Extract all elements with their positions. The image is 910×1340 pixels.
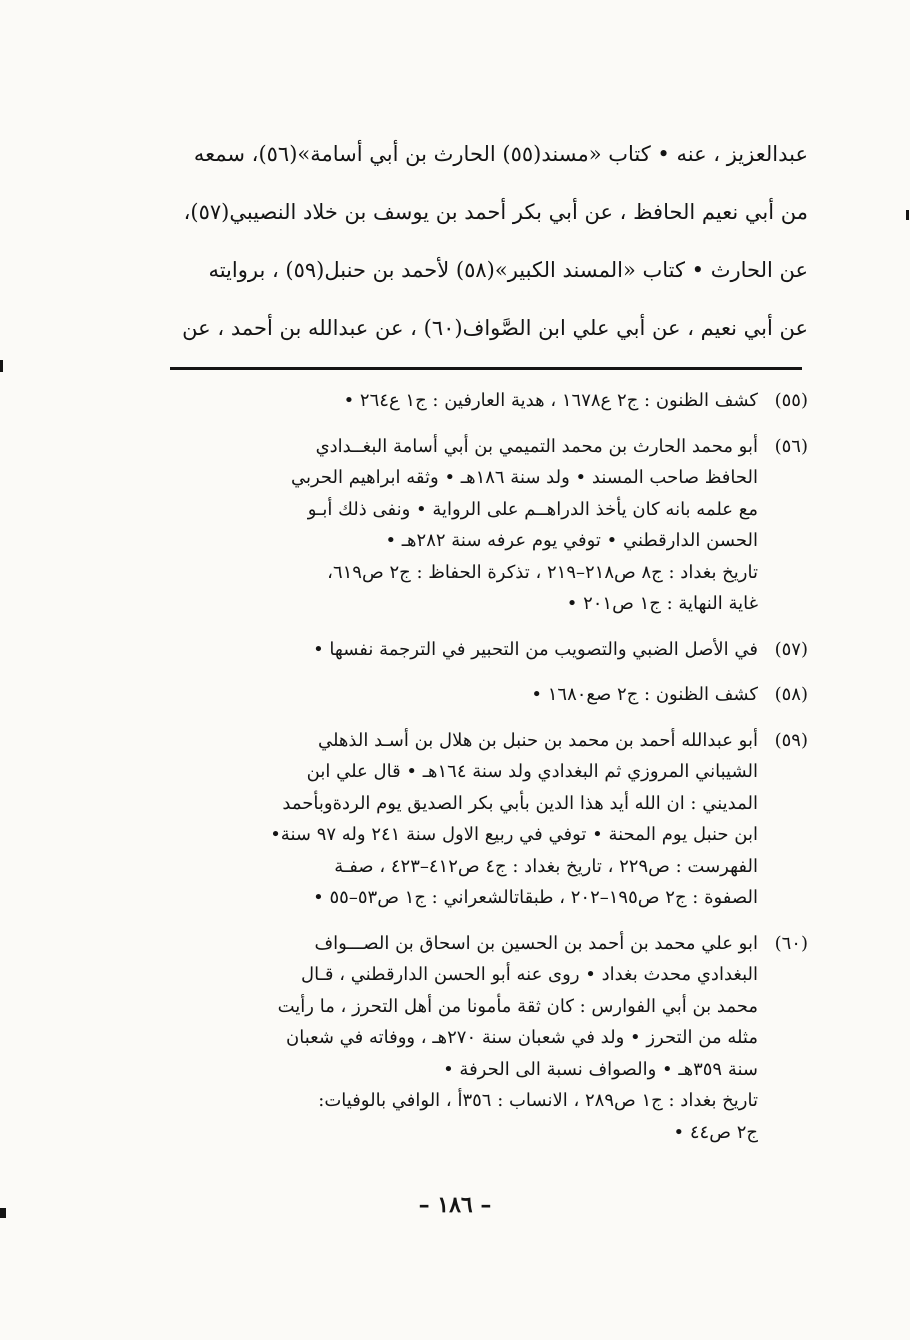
footnote-line: أبو محمد الحارث بن محمد التميمي بن أبي أسامة البغــدادي — [315, 435, 758, 457]
footnote-line: الشيباني المروزي ثم البغدادي ولد سنة ١٦٤هـ • قال علي ابن — [306, 761, 758, 782]
main-text-line: عبدالعزيز ، عنه • كتاب «مسند(٥٥) الحارث بن أبي أسامة»(٥٦)، سمعه — [193, 142, 808, 166]
footnote-line: مع علمه بانه كان يأخذ الدراهــم على الرواية • ونفى ذلك أبـو — [307, 498, 758, 520]
footnote-line: ابن حنبل يوم المحنة • توفي في ربيع الاول سنة ٢٤١ وله ٩٧ سنة• — [270, 824, 758, 845]
footnote-number: (٥٩) — [774, 729, 808, 751]
footnote-60 — [160, 928, 808, 1149]
footnote-line: تاريخ بغداد : ج١ ص٢٨٩ ، الانساب : ٣٥٦أ ، الوافي بالوفيات: — [318, 1090, 758, 1111]
main-text-line: عن أبي نعيم ، عن أبي علي ابن الصَّواف(٦٠) ، عن عبدالله بن أحمد ، عن — [182, 316, 808, 340]
scan-edge-mark — [0, 360, 3, 372]
main-text-line: من أبي نعيم الحافظ ، عن أبي بكر أحمد بن يوسف بن خلاد النصيبي(٥٧)، — [183, 200, 808, 224]
footnote-line: ابو علي محمد بن أحمد بن الحسين بن اسحاق بن الصـــواف — [314, 932, 758, 954]
footnote-line: أبو عبدالله أحمد بن محمد بن حنبل بن هلال بن أسـد الذهلي — [317, 729, 758, 751]
footnote-number: (٥٧) — [774, 638, 808, 660]
footnote-number: (٥٨) — [774, 684, 808, 705]
footnote-number: (٥٦) — [774, 435, 808, 457]
footnote-line: كشف الظنون : ج٢ صع١٦٨٠ • — [531, 684, 758, 705]
main-text-line: عن الحارث • كتاب «المسند الكبير»(٥٨) لأحمد بن حنبل(٥٩) ، بروايته — [208, 258, 808, 282]
footnote-number: (٦٠) — [774, 932, 808, 954]
footnote-line: في الأصل الضبي والتصويب من التحبير في الترجمة نفسها • — [313, 638, 758, 660]
scan-edge-mark — [906, 210, 909, 220]
footnote-line: غاية النهاية : ج١ ص٢٠١ • — [566, 593, 758, 614]
footnote-line: الصفوة : ج٢ ص١٩٥–٢٠٢ ، طبقاتالشعراني : ج١ ص٥٣–٥٥ • — [313, 887, 758, 908]
main-text-block — [160, 125, 808, 357]
footnote-line: الفهرست : ص٢٢٩ ، تاريخ بغداد : ج٤ ص٤١٢–٤٢٣ ، صفـة — [334, 855, 758, 877]
footnote-58 — [160, 679, 808, 711]
footnote-number: (٥٥) — [774, 390, 808, 411]
footnote-line: ج٢ ص٤٤ • — [673, 1121, 758, 1143]
footnote-body — [160, 634, 758, 666]
footnote-body — [160, 725, 758, 914]
footnote-56 — [160, 431, 808, 620]
footnote-line: الحافظ صاحب المسند • ولد سنة ١٨٦هـ • وثقه ابراهيم الحربي — [290, 467, 758, 488]
footnote-separator — [170, 367, 802, 370]
footnote-59 — [160, 725, 808, 914]
footnote-line: الحسن الدارقطني • توفي يوم عرفه سنة ٢٨٢هـ • — [385, 530, 758, 551]
footnote-line: مثله من التحرز • ولد في شعبان سنة ٢٧٠هـ ، ووفاته في شعبان — [286, 1027, 758, 1048]
footnote-line: البغدادي محدث بغداد • روى عنه أبو الحسن الدارقطني ، قـال — [301, 964, 758, 985]
footnotes — [160, 385, 808, 1162]
footnote-body — [160, 679, 758, 711]
footnote-line: سنة ٣٥٩هـ • والصواف نسبة الى الحرفة • — [443, 1058, 758, 1080]
page-number: – ١٨٦ – — [418, 1192, 492, 1218]
footnote-57 — [160, 634, 808, 666]
footnote-line: محمد بن أبي الفوارس : كان ثقة مأمونا من أهل التحرز ، ما رأيت — [277, 995, 758, 1017]
footnote-line: كشف الظنون : ج٢ ع١٦٧٨ ، هدية العارفين : ج١ ع٢٦٤ • — [343, 390, 758, 411]
footnote-line: المديني : ان الله أيد هذا الدين بأبي بكر الصديق يوم الردةوبأحمد — [282, 792, 758, 814]
footnote-55 — [160, 385, 808, 417]
footnote-body — [160, 385, 758, 417]
footnote-body — [160, 928, 758, 1149]
footnote-body — [160, 431, 758, 620]
scan-edge-mark — [0, 1208, 6, 1218]
footnote-line: تاريخ بغداد : ج٨ ص٢١٨–٢١٩ ، تذكرة الحفاظ : ج٢ ص٦١٩، — [327, 561, 758, 583]
